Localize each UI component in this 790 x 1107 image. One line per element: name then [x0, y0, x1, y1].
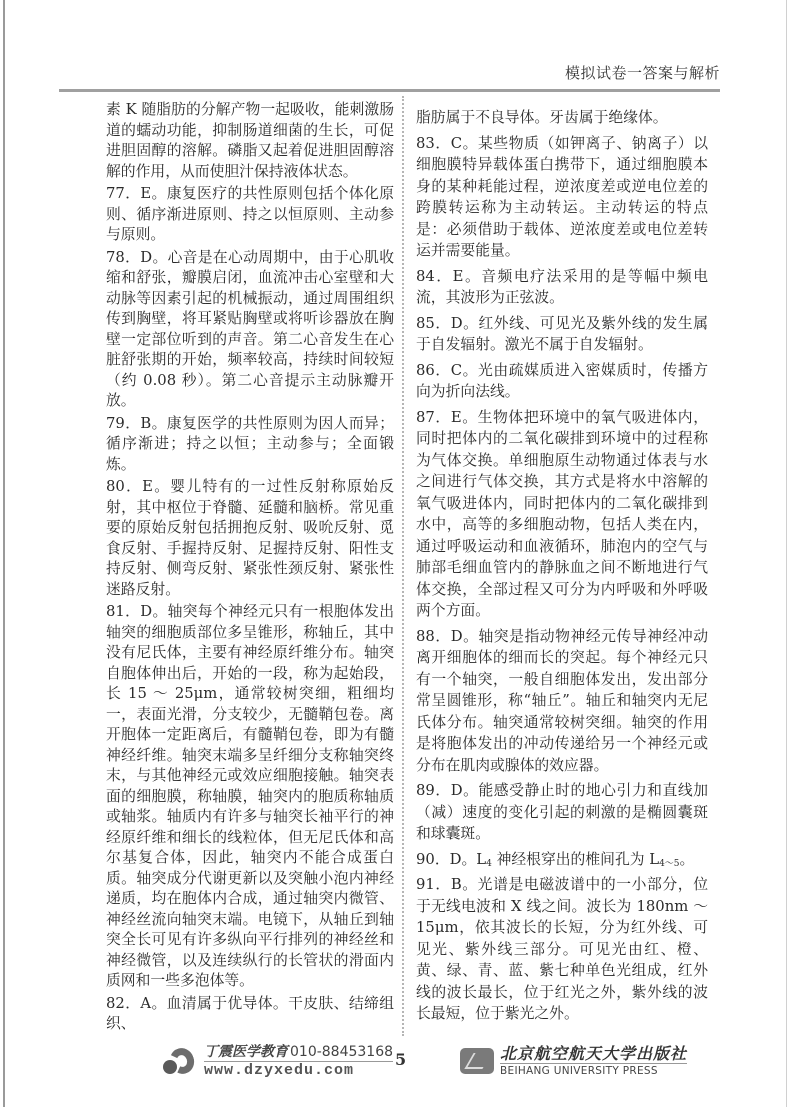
subscript: 4～5 — [659, 858, 680, 869]
subscript: 4 — [486, 858, 492, 869]
press-name-cn: 北京航空航天大学出版社 — [500, 1044, 688, 1063]
dz-logo-icon — [162, 1046, 200, 1078]
answer-paragraph: 81．D。轴突每个神经元只有一根胞体发出轴突的细胞质部位多呈锥形，称轴丘，其中没有尼氏体，主要有神经原纤维分布。轴突自胞体伸出后，开始的一段，称为起始段，长 15 ～ 25μm，通常较树突细，粗细均一，表面光滑，分支较少，无髓鞘包卷。离开胞体一定距离后，有髓鞘包卷，即为有髓神经纤维。轴突末端多呈纤细分支称轴突终末，与其他神经元或效应细胞接触。轴突表面的细胞膜，称轴膜，轴突内的胞质称轴质或轴浆。轴质内有许多与轴突长袖平行的神经原纤维和细长的线粒体，但无尼氏体和高尔基复合体，因此，轴突内不能合成蛋白质。轴突成分代谢更新以及突触小泡内神经递质，均在胞体内合成，通过轴突内微管、神经丝流向轴突末端。电镜下，从轴丘到轴突全长可见有许多纵向平行排列的神经丝和神经微管，以及连续纵行的长管状的滑面内质网和一些多泡体等。 — [106, 603, 394, 989]
header-rule — [59, 89, 720, 92]
press-logo-icon — [460, 1048, 494, 1074]
answer-paragraph: 87．E。生物体把环境中的氧气吸进体内，同时把体内的二氧化碳排到环境中的过程称为气体交换。单细胞原生动物通过体表与水之间进行气体交换，其方式是将水中溶解的氧气吸进体内，同时把体内的二氧化碳排到水中，高等的多细胞动物，包括人类在内，通过呼吸运动和血液循环，肺泡内的空气与肺部毛细血管内的静脉血之间不断地进行气体交换，全部过程又可分为内呼吸和外呼吸两个方面。 — [416, 408, 708, 619]
press-name-en: BEIHANG UNIVERSITY PRESS — [500, 1065, 658, 1077]
column-divider — [402, 96, 404, 1036]
brand-url: www.dzyxedu.com — [204, 1062, 355, 1079]
brand-phone: 010-88453168 — [290, 1044, 394, 1060]
page-edge — [3, 0, 5, 1107]
running-header: 模拟试卷一答案与解析 — [564, 64, 720, 82]
answer-paragraph: 79．B。康复医学的共性原则为因人而异；循序渐进；持之以恒；主动参与；全面锻炼。 — [106, 414, 394, 473]
answer-paragraph: 88．D。轴突是指动物神经元传导神经冲动离开细胞体的细而长的突起。每个神经元只有一个轴突，一般自细胞体发出，发出部分常呈圆锥形，称“轴丘”。轴丘和轴突内无尼氏体分布。轴突通常较树突细。轴突的作用是将胞体发出的冲动传递给另一个神经元或分布在肌肉或腺体的效应器。 — [416, 627, 708, 774]
answer-paragraph: 89．D。能感受静止时的地心引力和直线加（减）速度的变化引起的刺激的是椭圆囊斑和球囊斑。 — [416, 782, 708, 842]
answer-paragraph: 80．E。婴儿特有的一过性反射称原始反射，其中枢位于脊髓、延髓和脑桥。常见重要的原始反射包括拥抱反射、吸吮反射、觅食反射、手握持反射、足握持反射、阳性支持反射、侧弯反射、紧张性颈反射、紧张性迷路反射。 — [106, 478, 394, 598]
left-column — [106, 100, 394, 1037]
answer-paragraph: 83．C。某些物质（如钾离子、钠离子）以细胞膜特异载体蛋白携带下，通过细胞膜本身的某种耗能过程，逆浓度差或逆电位差的跨膜转运称为主动转运。主动转运的特点是：必须借助于载体、逆浓度差或电位差转运并需要能量。 — [416, 134, 708, 259]
answer-paragraph: 85．D。红外线、可见光及紫外线的发生属于自发辐射。激光不属于自发辐射。 — [416, 314, 708, 353]
answer-paragraph: 77．E。康复医疗的共性原则包括个体化原则、循序渐进原则、持之以恒原则、主动参与原则。 — [106, 185, 394, 243]
answer-paragraph: 脂肪属于不良导体。牙齿属于绝缘体。 — [416, 109, 668, 126]
publisher-logo-dingzhen — [162, 1044, 393, 1079]
answer-paragraph: 91．B。光谱是电磁波谱中的一小部分，位于无线电波和 X 线之间。波长为 180nm ～ 15μm，依其波长的长短，分为红外线、可见光、紫外线三部分。可见光由红、橙、黄、绿、青、蓝、紫七种单色光组成，红外线的波长最长，位于红光之外，紫外线的波长最短，位于紫光之外。 — [416, 876, 708, 1022]
text: 。 — [679, 850, 695, 868]
right-column — [416, 107, 708, 1029]
answer-paragraph: 86．C。光由疏媒质进入密媒质时，传播方向为折向法线。 — [416, 361, 708, 400]
publisher-logo-beihang — [460, 1044, 687, 1078]
answer-paragraph: 84．E。音频电疗法采用的是等幅中频电流，其波形为正弦波。 — [416, 267, 708, 306]
answer-paragraph: 78．D。心音是在心动周期中，由于心肌收缩和舒张，瓣膜启闭，血流冲击心室壁和大动脉等因素引起的机械振动，通过周围组织传到胸壁，将耳紧贴胸壁或将听诊器放在胸壁一定部位听到的声音。第二心音发生在心脏舒张期的开始，频率较高，持续时间较短（约 0.08 秒）。第二心音提示主动脉瓣开放。 — [106, 248, 394, 409]
page-number: 5 — [395, 1050, 407, 1069]
answer-paragraph-90 — [416, 849, 708, 871]
answer-paragraph: 82．A。血清属于优导体。干皮肤、结缔组织、 — [106, 994, 394, 1032]
text: 90．D。L — [416, 850, 487, 868]
brand-name: 丁震医学教育 — [204, 1044, 288, 1060]
text: 神经根穿出的椎间孔为 L — [491, 850, 660, 868]
page-edge — [786, 0, 787, 1107]
answer-paragraph: 素 K 随脂肪的分解产物一起吸收，能刺激肠道的蠕动功能，抑制肠道细菌的生长，可促进胆固醇的溶解。磷脂又起着促进胆固醇溶解的作用，从而使胆汁保持液体状态。 — [106, 101, 394, 180]
